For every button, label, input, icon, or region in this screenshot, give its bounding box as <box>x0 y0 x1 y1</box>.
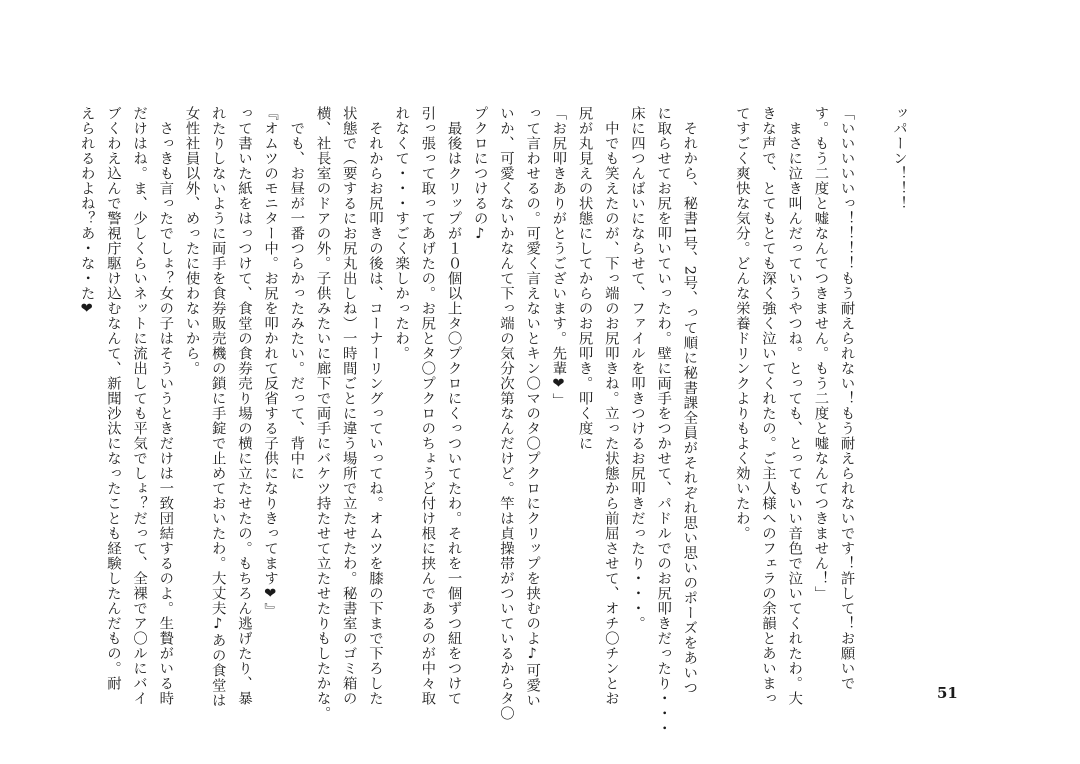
text-line: ッパーン！！！ <box>891 106 907 211</box>
text-line: てすごく爽快な気分。どんな栄養ドリンクよりもよく効いたわ。 <box>733 106 750 541</box>
text-line: に取らせてお尻を叩いていったわ。壁に両手をつかせて、パドルでのお尻叩きだったり・・・ <box>655 106 672 736</box>
text-line: さっきも言ったでしょ？女の子はそういうときだけは一致団結するのよ。生贄がいる時 <box>157 106 174 706</box>
text-line: それから、秘書1号、2号、って順に秘書課全員がそれぞれ思い思いのポーズをあいつ <box>681 106 698 696</box>
text-line: きな声で、とてもとても深く強く泣いてくれたの。ご主人様へのフェラの余韻とあいまっ <box>759 106 776 706</box>
text-line: れなくて・・・すごく楽しかったわ。 <box>393 106 410 361</box>
vertical-text-block <box>74 106 913 736</box>
text-line: 中でも笑えたのが、下っ端のお尻叩きね。立った状態から前屈させて、オチ〇チンとお <box>602 106 619 706</box>
text-line: 状態で（要するにお尻丸出しね）一時間ごとに違う場所で立たせたわ。秘書室のゴミ箱の <box>340 106 357 706</box>
text-line: れたりしないように両手を食券販売機の鎖に手錠で止めておいたわ。大丈夫♪あの食堂は <box>209 106 226 708</box>
text-line: 横、社長室のドアの外。子供みたいに廊下で両手にバケツ持たせて立たせたりもしたかな。 <box>314 106 331 721</box>
text-line: それからお尻叩きの後は、コーナーリングっていってね。オムツを膝の下まで下ろした <box>366 106 383 706</box>
text-line: 『オムツのモニター中。お尻を叩かれて反省する子供になりきってます❤』 <box>262 106 279 618</box>
text-line: でも、お昼が一番つらかったみたい。だって、背中に <box>288 106 305 481</box>
text-line: まさに泣き叫んだっていうやつね。とっても、とってもいい音色で泣いてくれたわ。大 <box>786 106 803 706</box>
text-line: 尻が丸見えの状態にしてからのお尻叩き。叩く度に <box>576 106 593 451</box>
text-line: す。もう二度と嘘なんてつきません。もう二度と嘘なんてつきません！」 <box>812 106 829 601</box>
text-line: 最後はクリップが１０個以上タ〇プクロにくっついてたわ。それを一個ずつ紐をつけて <box>445 106 462 706</box>
text-line: えられるわよね？あ・な・た❤ <box>78 106 95 318</box>
text-line: 「いいいいいっ！！！！もう耐えられない！もう耐えられないです！許して！お願いで <box>838 106 855 691</box>
text-line <box>860 106 886 706</box>
page-number: 51 <box>937 684 958 702</box>
text-line: だけはね。ま、少しくらいネットに流出しても平気でしょ？だって、全裸でア〇ルにバイ <box>131 106 148 706</box>
text-line: って書いた紙をはっつけて、食堂の食券売り場の横に立たせたの。もちろん逃げたり、暴 <box>235 106 252 706</box>
text-line <box>702 106 728 706</box>
text-line: って言わせるの。可愛く言えないとキン〇マのタ〇プクロにクリップを挟むのよ♪可愛い <box>524 106 541 708</box>
text-line: 引っ張って取ってあげたの。お尻とタ〇プクロのちょうど付け根に挟んであるのが中々取 <box>419 106 436 706</box>
text-line: 「お尻叩きありがとうございます。先輩❤」 <box>550 106 567 408</box>
text-line: 床に四つんばいにならせて、ファイルを叩きつけるお尻叩きだったり・・・。 <box>628 106 645 631</box>
text-line: プクロにつけるの♪ <box>471 106 488 243</box>
text-line: 女性社員以外、めったに使わないから。 <box>183 106 200 376</box>
text-line: いか、可愛くないかなんて下っ端の気分次第なんだけど。竿は貞操帯がついているからタ〇 <box>497 106 514 721</box>
text-line: ブくわえ込んで警視庁駆け込むなんて、新聞沙汰になったことも経験したんだもの。耐 <box>104 106 121 691</box>
